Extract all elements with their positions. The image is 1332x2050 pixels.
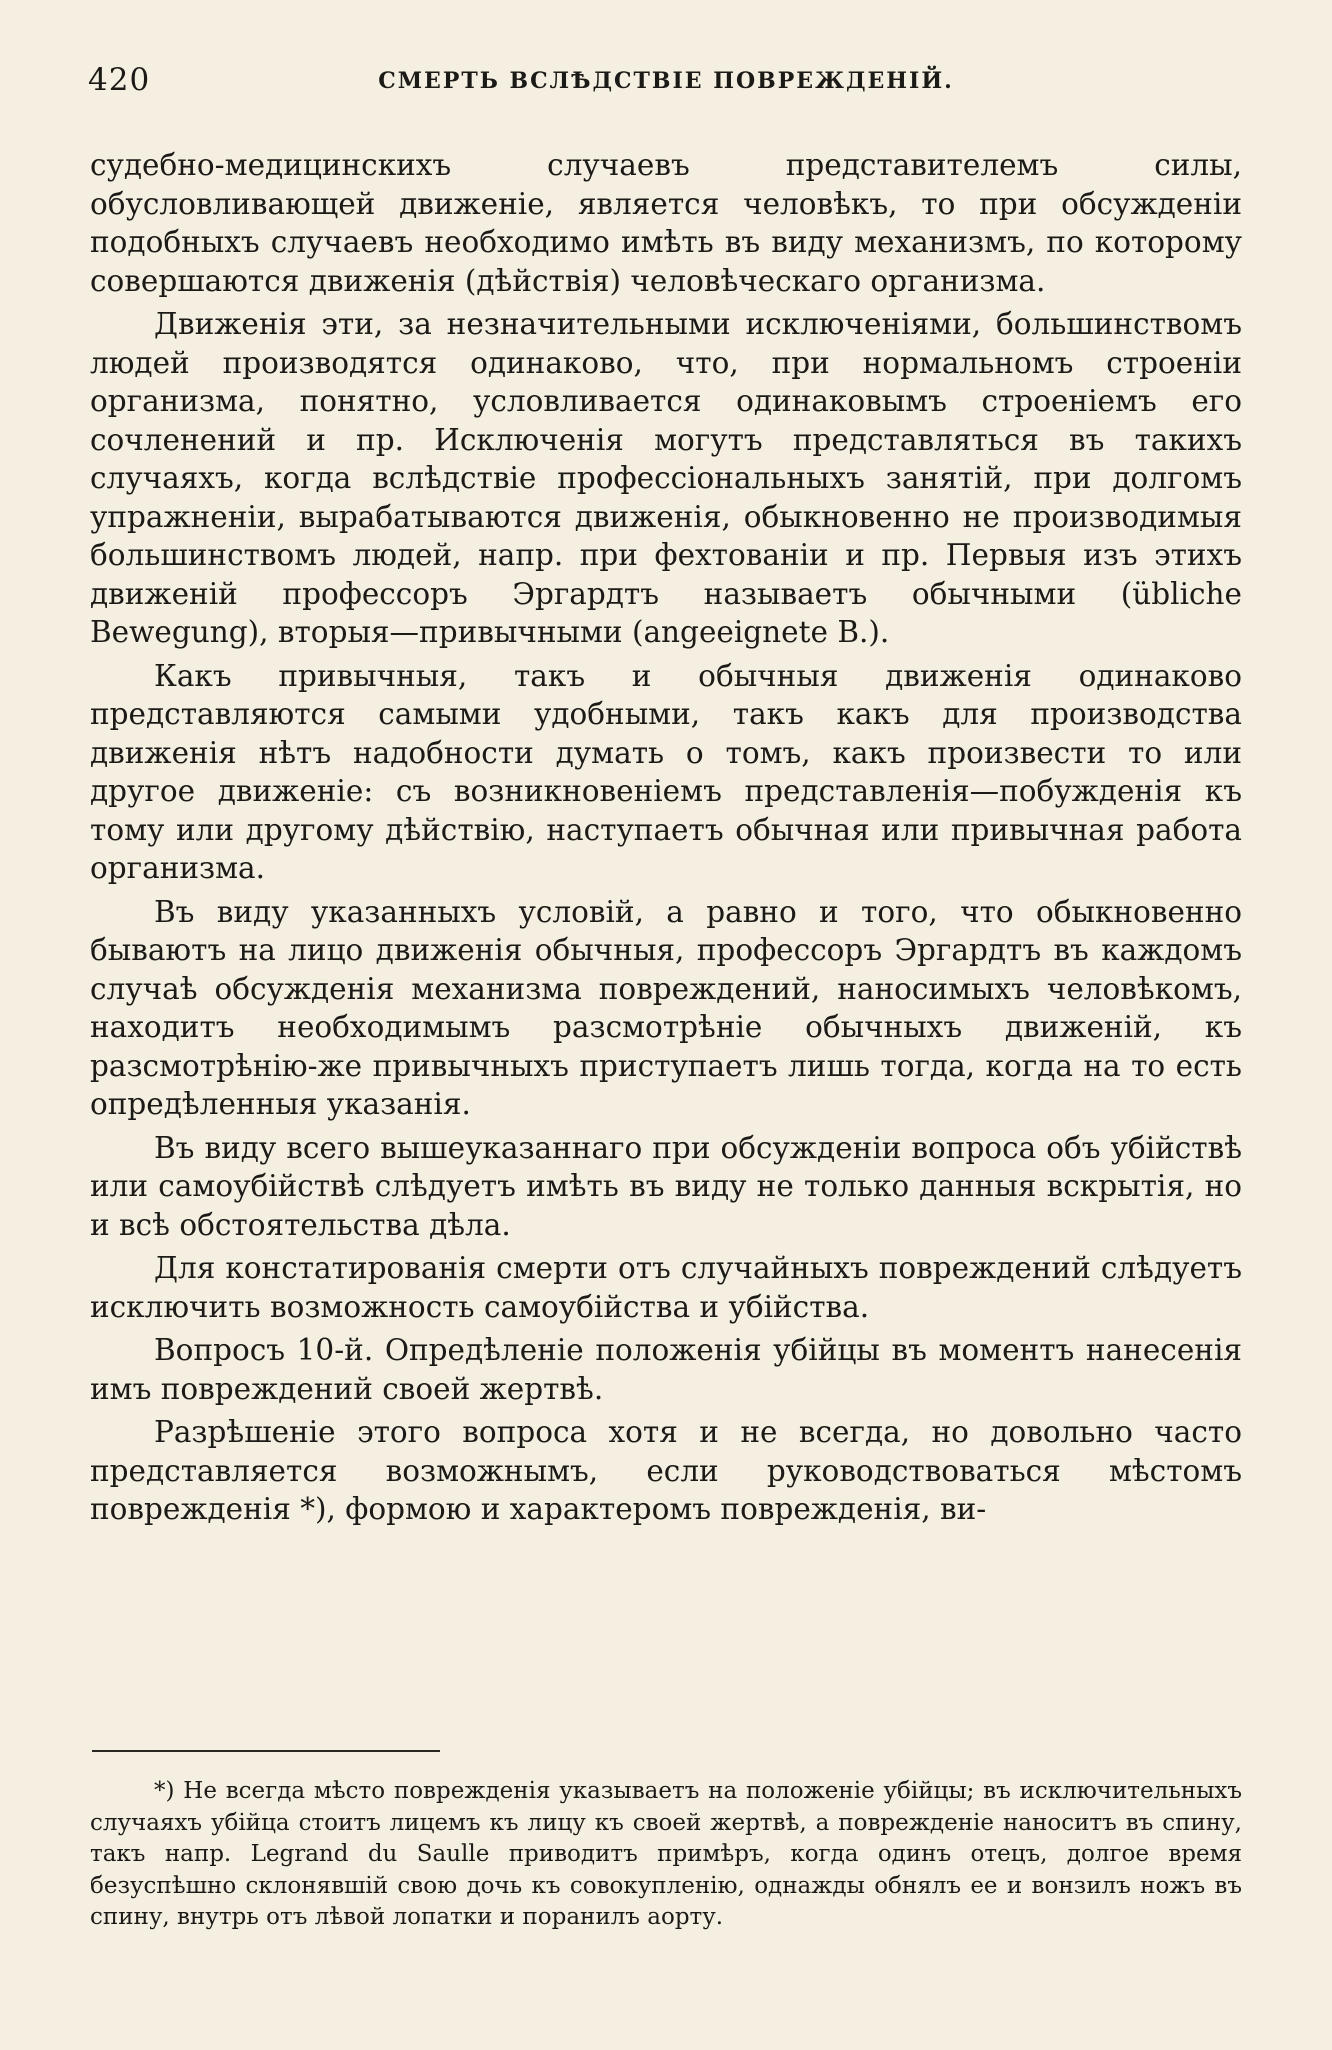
footnote-divider (92, 1750, 440, 1752)
paragraph: Для констатированія смерти отъ случайныхъ повреждений слѣдуетъ исключить возможность самоубійства и убійства. (90, 1251, 1242, 1324)
running-title: СМЕРТЬ ВСЛѢДСТВІЕ ПОВРЕЖДЕНІЙ. (378, 68, 954, 94)
footnote: *) Не всегда мѣсто поврежденія указываетъ на положеніе убійцы; въ исключительныхъ случаяхъ убійца стоитъ лицемъ къ лицу къ своей жертвѣ, а поврежденіе наноситъ въ спину, такъ напр. Legrand du Saulle приводитъ примѣръ, когда одинъ отецъ, долгое время безуспѣшно склонявшій свою дочь къ совокупленію, однажды обнялъ ее и вонзилъ ножъ въ спину, внутрь отъ лѣвой лопатки и поранилъ аорту. (90, 1778, 1242, 1930)
paragraph: Какъ привычныя, такъ и обычныя движенія одинаково представляются самыми удобными, такъ какъ для производства движенія нѣтъ надобности думать о томъ, какъ произвести то или другое движеніе: съ возникновеніемъ представленія—побужденія къ тому или другому дѣйствію, наступаетъ обычная или привычная работа организма. (90, 658, 1242, 885)
main-text (90, 146, 1242, 1534)
paragraph: судебно-медицинскихъ случаевъ представителемъ силы, обусловливающей движеніе, является человѣкъ, то при обсужденіи подобныхъ случаевъ необходимо имѣть въ виду механизмъ, по которому совершаются движенія (дѣйствія) человѣческаго организма. (90, 148, 1242, 298)
paragraph: Въ виду всего вышеуказаннаго при обсужденіи вопроса объ убійствѣ или самоубійствѣ слѣдуетъ имѣть въ виду не только данныя вскрытія, но и всѣ обстоятельства дѣла. (90, 1130, 1242, 1242)
paragraph: Въ виду указанныхъ условій, а равно и того, что обыкновенно бываютъ на лицо движенія обычныя, профессоръ Эргардтъ въ каждомъ случаѣ обсужденія механизма повреждений, наносимыхъ человѣкомъ, находитъ необходимымъ разсмотрѣніе обычныхъ движеній, къ разсмотрѣнію-же привычныхъ приступаетъ лишь тогда, когда на то есть опредѣленныя указанія. (90, 894, 1242, 1121)
page-header (88, 62, 1244, 102)
paragraph: Движенія эти, за незначительными исключеніями, большинствомъ людей производятся одинаково, что, при нормальномъ строеніи организма, понятно, условливается одинаковымъ строеніемъ его сочленений и пр. Исключенія могутъ представляться въ такихъ случаяхъ, когда вслѣдствіе профессіональныхъ занятій, при долгомъ упражненіи, вырабатываются движенія, обыкновенно не производимыя большинствомъ людей, напр. при фехтованіи и пр. Первыя изъ этихъ движеній профессоръ Эргардтъ называетъ обычными (übliche Bewegung), вторыя—привычными (angeeignete B.). (90, 307, 1242, 649)
paragraph: Вопросъ 10-й. Опредѣленіе положенія убійцы въ моментъ нанесенія имъ повреждений своей жертвѣ. (90, 1333, 1242, 1406)
paragraph: Разрѣшеніе этого вопроса хотя и не всегда, но довольно часто представляется возможнымъ, если руководствоваться мѣстомъ поврежденія *), формою и характеромъ поврежденія, ви- (90, 1415, 1242, 1526)
page-number: 420 (88, 62, 151, 98)
